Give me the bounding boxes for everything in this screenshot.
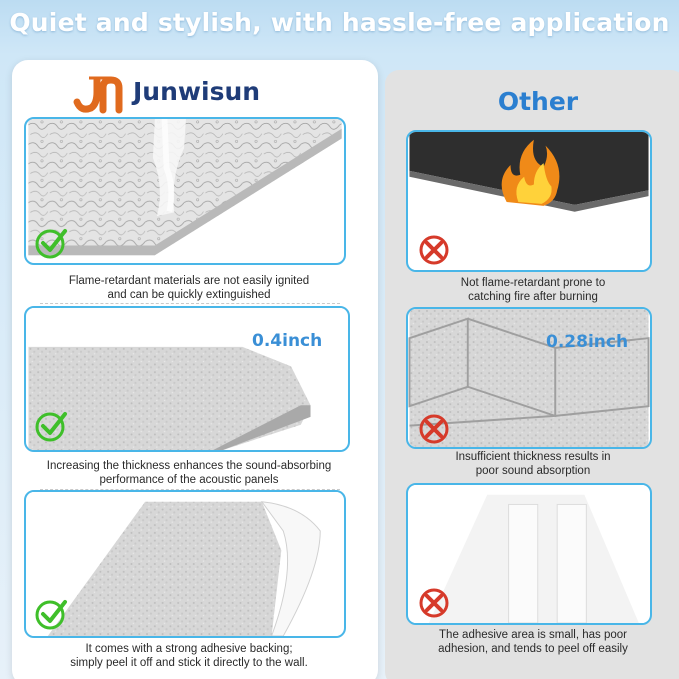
brand-logo [71, 72, 127, 114]
thickness-label: 0.28inch [546, 332, 629, 352]
adhesive-card [24, 490, 346, 638]
caption-line: Not flame-retardant prone to [460, 277, 606, 289]
thickness-label: 0.4inch [252, 331, 323, 351]
other-title: Other [497, 87, 579, 116]
thickness-caption [24, 459, 354, 487]
caption-line: The adhesive area is small, has poor [439, 629, 627, 641]
insufficient-thickness-caption [398, 450, 668, 478]
small-adhesive-card [406, 483, 652, 625]
caption-line: poor sound absorption [475, 465, 591, 477]
caption-line: Insufficient thickness results in [455, 451, 611, 463]
caption-line: catching fire after burning [468, 291, 598, 303]
divider [40, 303, 340, 304]
caption-line: Flame-retardant materials are not easily ignited [68, 275, 310, 287]
caption-line: simply peel it off and stick it directly to the wall. [70, 657, 308, 669]
cross-circle-icon [416, 585, 452, 621]
thick-panel-image [26, 308, 348, 450]
check-circle-icon [34, 596, 70, 632]
caption-line: adhesion, and tends to peel off easily [438, 643, 628, 655]
caption-line: and can be quickly extinguished [107, 289, 271, 301]
flame-retardant-panel-image [26, 119, 344, 263]
check-circle-icon [34, 225, 70, 261]
caption-line: performance of the acoustic panels [99, 474, 279, 486]
thickness-card [24, 306, 350, 452]
check-circle-icon [34, 408, 70, 444]
not-flame-retardant-caption [398, 276, 668, 304]
insufficient-thickness-card [406, 307, 652, 449]
caption-line: Increasing the thickness enhances the sound-absorbing [46, 460, 332, 472]
small-adhesive-caption [398, 628, 668, 656]
flame-retardant-card [24, 117, 346, 265]
cross-circle-icon [416, 232, 452, 268]
headline: Quiet and stylish, with hassle-free application [9, 8, 670, 37]
adhesive-caption [24, 642, 354, 670]
flame-retardant-caption [24, 274, 354, 302]
cross-circle-icon [416, 411, 452, 447]
adhesive-panel-image [26, 492, 344, 636]
caption-line: It comes with a strong adhesive backing; [85, 643, 293, 655]
not-flame-retardant-card [406, 130, 652, 272]
brand-name: Junwisun [133, 77, 261, 106]
